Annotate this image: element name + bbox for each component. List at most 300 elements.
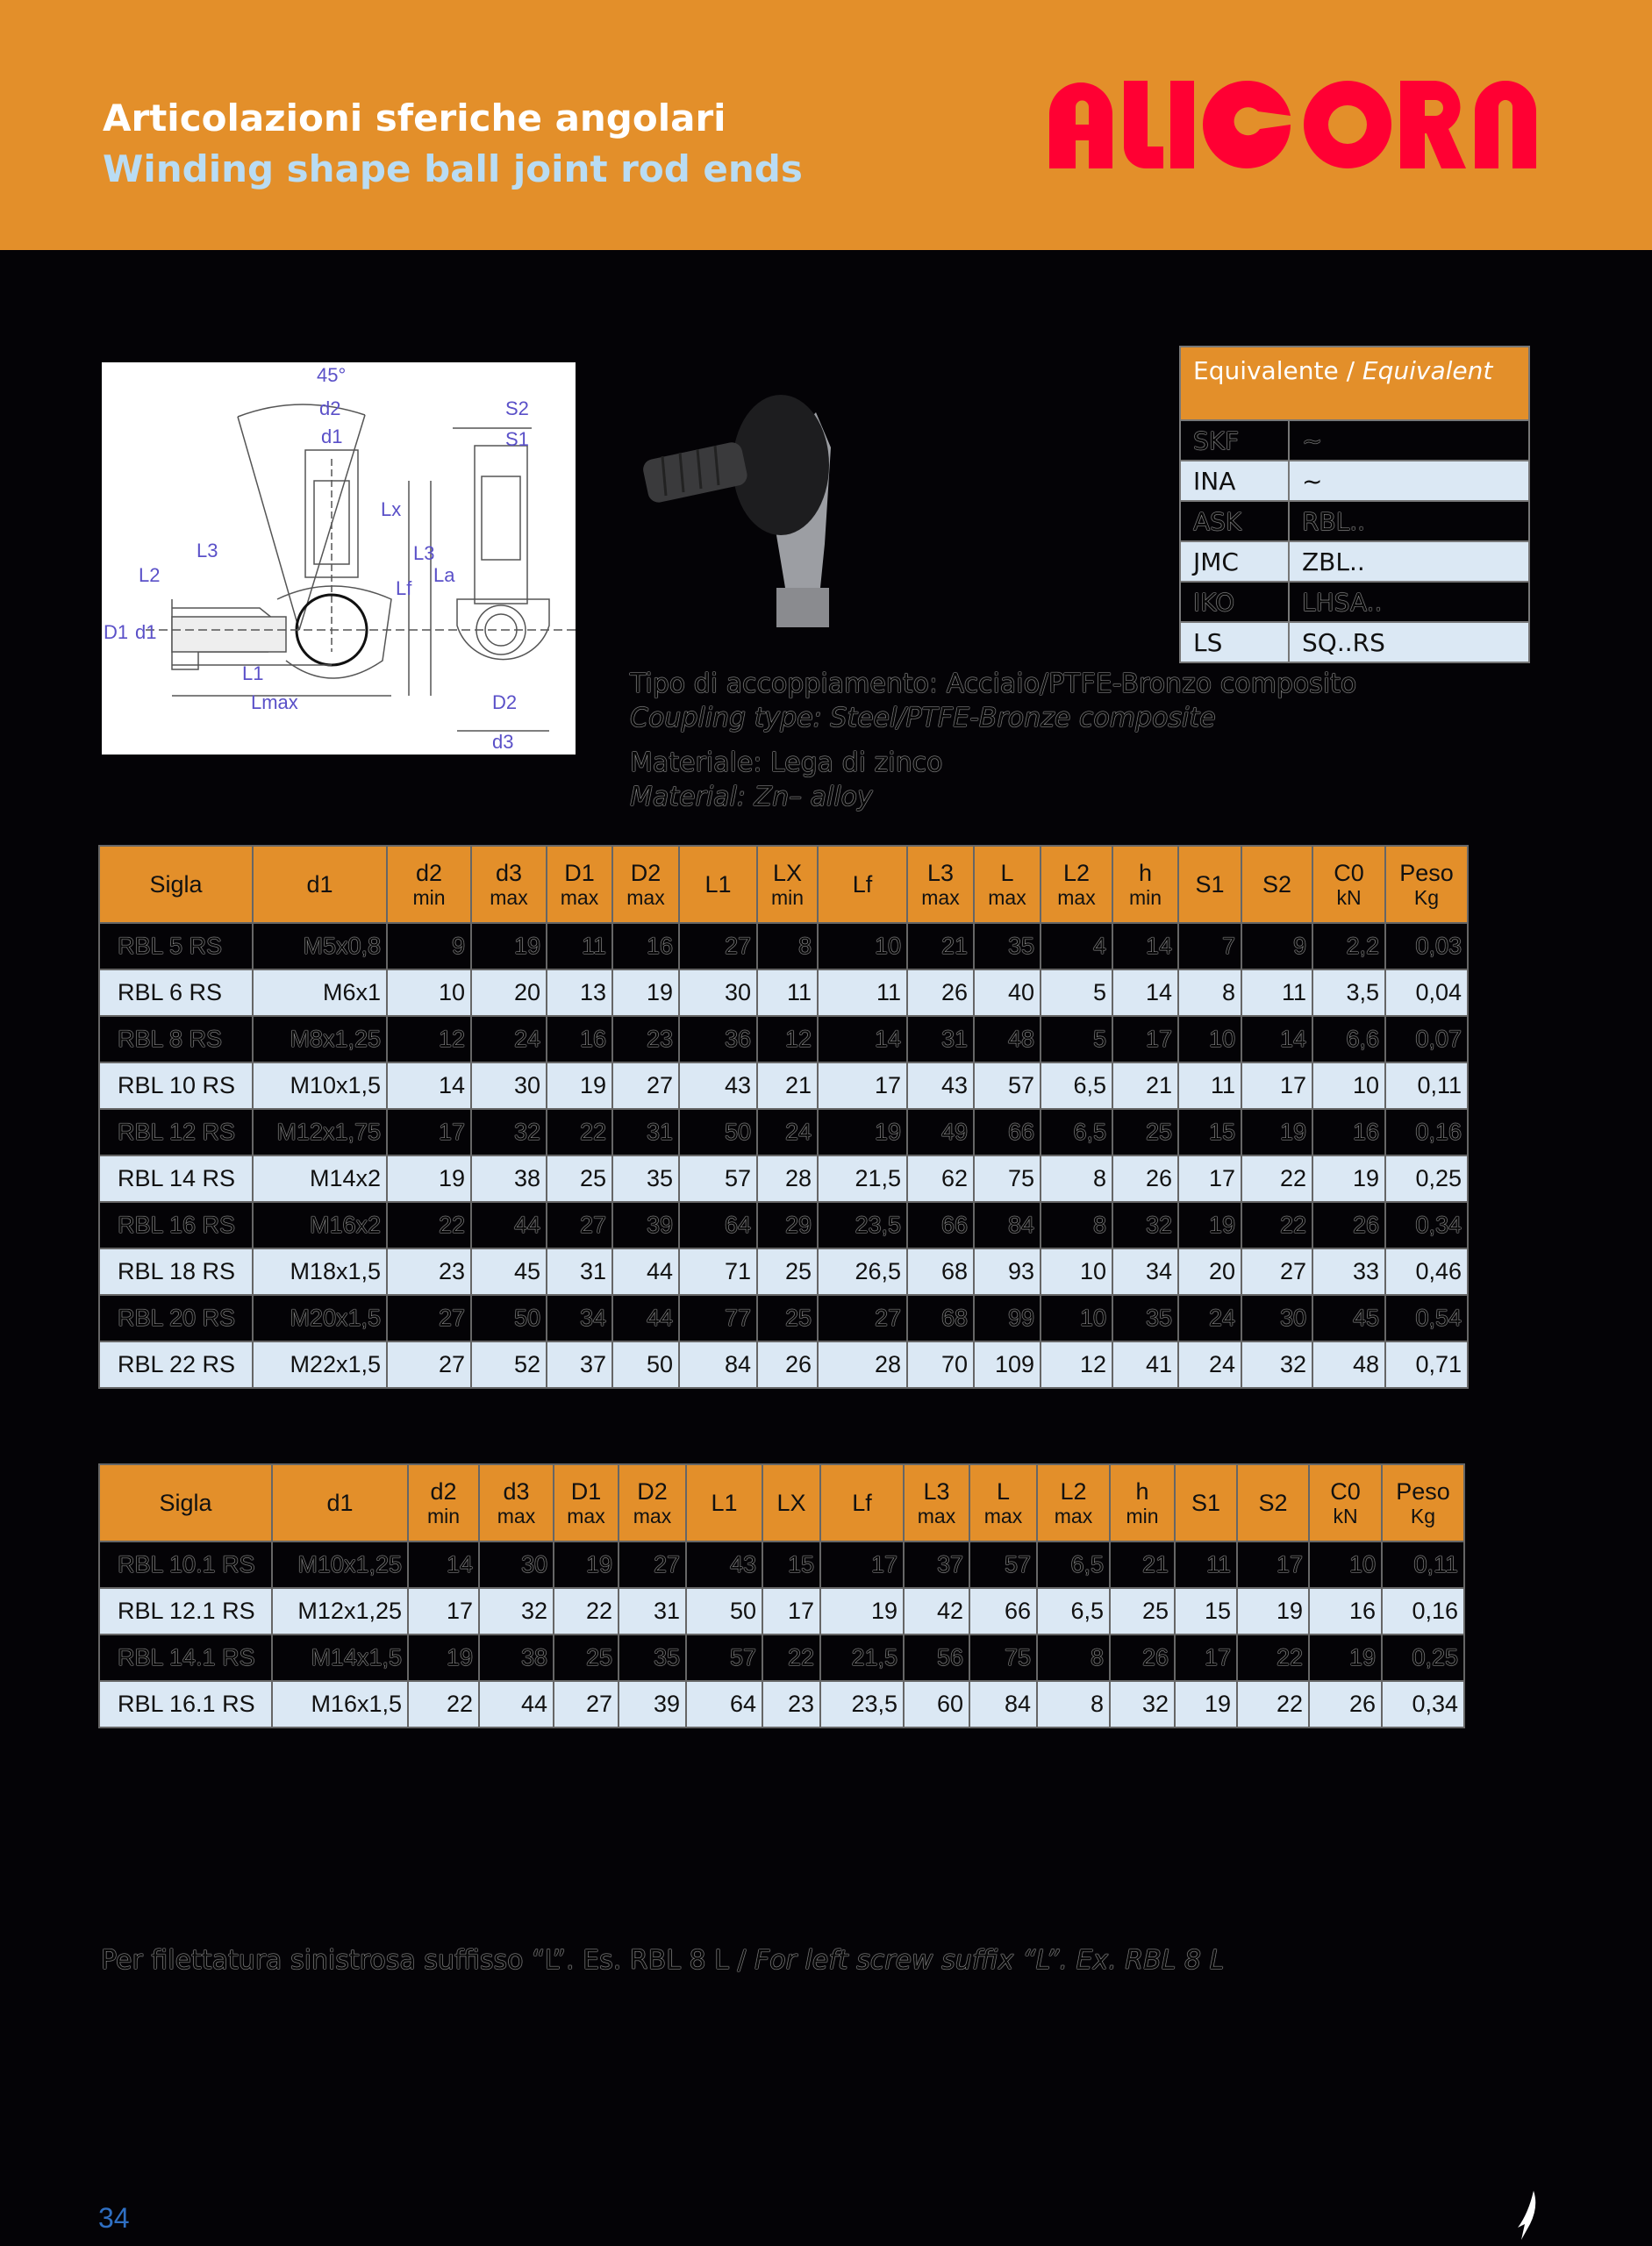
table-cell: 22 [387,1202,471,1248]
column-header-unit: max [1054,1505,1093,1527]
table-cell: 10 [387,969,471,1016]
table-cell: 35 [1112,1295,1178,1341]
column-header-label: LX [776,1490,806,1516]
table-cell: 48 [1312,1341,1385,1388]
table-cell: 27 [612,1062,679,1109]
table-cell: 17 [762,1588,820,1634]
table-cell: 20 [1178,1248,1241,1295]
table-cell: 57 [679,1155,757,1202]
table-cell: 68 [907,1248,974,1295]
equivalent-code: ~ [1289,420,1529,461]
table-cell: 43 [679,1062,757,1109]
table-cell: 22 [762,1634,820,1681]
table-cell: 0,54 [1385,1295,1468,1341]
equivalent-code: ZBL.. [1289,541,1529,582]
equivalent-brand: IKO [1180,582,1289,622]
table-cell: 6,5 [1037,1588,1110,1634]
column-header [547,846,612,923]
table-cell: 84 [969,1681,1037,1727]
table-cell: 24 [757,1109,818,1155]
column-header [1037,1464,1110,1541]
column-header-label: L3 [926,860,955,886]
table-cell: RBL 18 RS [99,1248,253,1295]
table-cell: 45 [1312,1295,1385,1341]
table-cell: 19 [471,923,547,969]
column-header-label: Sigla [149,871,203,898]
table-cell: 17 [1178,1155,1241,1202]
table-cell: 57 [974,1062,1041,1109]
table-cell: 25 [547,1155,612,1202]
column-header-label: Sigla [159,1490,212,1516]
column-header [1385,846,1468,923]
equivalent-row [1180,420,1529,461]
table-cell: 22 [408,1681,479,1727]
table-cell: 8 [1037,1634,1110,1681]
table-cell: 23,5 [818,1202,907,1248]
table-cell: 8 [1041,1202,1112,1248]
table-cell: 27 [387,1341,471,1388]
table-row [99,1248,1468,1295]
table-cell: 30 [471,1062,547,1109]
table-cell: 27 [554,1681,619,1727]
table-cell: RBL 8 RS [99,1016,253,1062]
table-cell: 10 [1041,1248,1112,1295]
table-cell: 42 [904,1588,969,1634]
column-header [1041,846,1112,923]
table-cell: 26 [757,1341,818,1388]
equivalent-code: SQ..RS [1289,622,1529,662]
column-header [1241,846,1312,923]
table-cell: 34 [547,1295,612,1341]
column-header-unit: max [917,1505,956,1527]
table-row [99,1681,1464,1727]
table-cell: 23,5 [820,1681,904,1727]
column-header-label: D2 [637,1478,668,1505]
table-cell: 12 [387,1016,471,1062]
table-cell: 12 [757,1016,818,1062]
table-cell: 84 [974,1202,1041,1248]
column-header [1309,1464,1382,1541]
table-cell: 22 [1241,1155,1312,1202]
table-cell: 19 [1175,1681,1237,1727]
table-cell: 6,5 [1041,1062,1112,1109]
table-cell: 4 [1041,923,1112,969]
coupling-english: Coupling type: Steel/PTFE-Bronze composite [630,703,1216,733]
table-cell: M10x1,5 [253,1062,387,1109]
equivalent-brand: INA [1180,461,1289,501]
column-header [907,846,974,923]
table-cell: 21,5 [818,1155,907,1202]
equivalent-row [1180,541,1529,582]
column-header-label: Lf [852,1490,872,1516]
table-row [99,1541,1464,1588]
table-cell: 15 [762,1541,820,1588]
table-cell: 17 [818,1062,907,1109]
table-cell: 62 [907,1155,974,1202]
column-header-unit: kN [1336,886,1362,909]
table-cell: 14 [408,1541,479,1588]
table-cell: 11 [1175,1541,1237,1588]
table-cell: 17 [1112,1016,1178,1062]
table-cell: 0,71 [1385,1341,1468,1388]
table-cell: RBL 12 RS [99,1109,253,1155]
column-header [1178,846,1241,923]
table-cell: 33 [1312,1248,1385,1295]
table-cell: 15 [1175,1588,1237,1634]
column-header-unit: Kg [1410,1505,1436,1527]
table-cell: 9 [1241,923,1312,969]
column-header-label: D2 [630,860,662,886]
label-d1-left: d1 [135,621,157,643]
footnote: Per filettatura sinistrosa suffisso “L”. Es. RBL 8 L / For left screw suffix “L”. Ex. RBL 8 L [101,1945,1225,1976]
column-header-label: D1 [564,860,595,886]
table-cell: RBL 5 RS [99,923,253,969]
table-cell: 19 [408,1634,479,1681]
table-cell: M16x2 [253,1202,387,1248]
column-header-unit: max [983,1505,1023,1527]
table-cell: 21,5 [820,1634,904,1681]
table-row [99,923,1468,969]
table-cell: 10 [1178,1016,1241,1062]
table-cell: 0,03 [1385,923,1468,969]
column-header-label: S2 [1258,1490,1288,1516]
table-cell: 22 [1237,1681,1309,1727]
column-header-unit: max [497,1505,536,1527]
table-cell: 37 [547,1341,612,1388]
table-cell: 27 [547,1202,612,1248]
table-cell: 27 [387,1295,471,1341]
column-header-label: h [1135,1478,1149,1505]
column-header-unit: kN [1333,1505,1358,1527]
table-cell: M10x1,25 [272,1541,408,1588]
table-cell: 26 [1112,1155,1178,1202]
table-cell: 10 [1312,1062,1385,1109]
column-header-label: L1 [711,1490,738,1516]
column-header [679,846,757,923]
table-cell: 24 [1178,1341,1241,1388]
table-cell: 19 [1312,1155,1385,1202]
column-header [762,1464,820,1541]
label-s2: S2 [505,397,529,419]
label-la: La [433,564,455,586]
table-row [99,969,1468,1016]
table-cell: 44 [612,1295,679,1341]
column-header-label: Peso [1399,860,1454,886]
table-cell: 0,11 [1385,1062,1468,1109]
table-cell: 50 [612,1341,679,1388]
table-cell: 35 [974,923,1041,969]
table-cell: 32 [1110,1681,1175,1727]
table-cell: 57 [969,1541,1037,1588]
column-header-label: d3 [503,1478,530,1505]
table-cell: 19 [1241,1109,1312,1155]
label-lmax: Lmax [251,691,298,713]
table-cell: 27 [619,1541,686,1588]
column-header-label: D1 [570,1478,602,1505]
table-cell: 25 [1112,1109,1178,1155]
table-cell: 11 [547,923,612,969]
column-header [619,1464,686,1541]
title-italian: Articolazioni sferiche angolari [103,97,726,139]
table-cell: M12x1,75 [253,1109,387,1155]
column-header-unit: min [1126,1505,1159,1527]
column-header [253,846,387,923]
table-cell: 19 [547,1062,612,1109]
equivalent-row [1180,582,1529,622]
table-cell: 19 [820,1588,904,1634]
table-cell: RBL 16.1 RS [99,1681,272,1727]
column-header-unit: max [560,886,599,909]
table-cell: 44 [479,1681,554,1727]
table-cell: 0,34 [1382,1681,1464,1727]
column-header [612,846,679,923]
table-cell: 66 [969,1588,1037,1634]
table-cell: 17 [1237,1541,1309,1588]
table-cell: 24 [471,1016,547,1062]
table-cell: 26 [1312,1202,1385,1248]
equivalent-row [1180,501,1529,541]
column-header-label: LX [772,860,803,886]
table-cell: 3,5 [1312,969,1385,1016]
table-cell: 17 [1175,1634,1237,1681]
table-cell: 44 [612,1248,679,1295]
header-band [0,0,1652,250]
column-header [99,846,253,923]
table-cell: 8 [1178,969,1241,1016]
column-header [1237,1464,1309,1541]
table-cell: 8 [1041,1155,1112,1202]
table-cell: 17 [1241,1062,1312,1109]
table-cell: 27 [679,923,757,969]
table-cell: 14 [1112,969,1178,1016]
alicorn-logo [1049,81,1549,168]
table-cell: 21 [1110,1541,1175,1588]
column-header [99,1464,272,1541]
table-cell: RBL 10.1 RS [99,1541,272,1588]
column-header-label: L [1000,860,1014,886]
label-d2: d2 [319,397,341,419]
table-cell: 21 [757,1062,818,1109]
table-cell: 16 [1312,1109,1385,1155]
table-cell: 99 [974,1295,1041,1341]
table-cell: 31 [907,1016,974,1062]
equivalent-row [1180,622,1529,662]
table-row [99,1109,1468,1155]
equivalent-header: Equivalente / Equivalent [1180,347,1529,420]
table-cell: 43 [907,1062,974,1109]
table-cell: 9 [387,923,471,969]
page-number: 34 [98,2202,130,2234]
table-cell: 26 [1309,1681,1382,1727]
table-cell: 43 [686,1541,762,1588]
table-cell: 2,2 [1312,923,1385,969]
column-header-label: C0 [1334,860,1364,886]
column-header-label: d1 [326,1490,354,1516]
table-cell: 37 [904,1541,969,1588]
table-cell: 32 [479,1588,554,1634]
table-cell: 26 [907,969,974,1016]
equivalent-brand: LS [1180,622,1289,662]
table-cell: 21 [907,923,974,969]
table-cell: M20x1,5 [253,1295,387,1341]
table-cell: 39 [612,1202,679,1248]
table-cell: 11 [1178,1062,1241,1109]
table-cell: 22 [1241,1202,1312,1248]
table-cell: 8 [757,923,818,969]
table-cell: 0,34 [1385,1202,1468,1248]
table-cell: 16 [547,1016,612,1062]
table-cell: 25 [554,1634,619,1681]
column-header-unit: max [1057,886,1096,909]
column-header-label: L2 [1062,860,1091,886]
table-cell: 24 [1178,1295,1241,1341]
column-header-unit: max [633,1505,672,1527]
table-cell: 0,11 [1382,1541,1464,1588]
table-cell: 19 [818,1109,907,1155]
table-cell: 11 [1241,969,1312,1016]
table-row [99,1202,1468,1248]
table-cell: 0,46 [1385,1248,1468,1295]
column-header [974,846,1041,923]
title-english: Winding shape ball joint rod ends [103,147,803,190]
table-cell: 39 [619,1681,686,1727]
table-cell: 14 [818,1016,907,1062]
column-header [820,1464,904,1541]
table-cell: 27 [818,1295,907,1341]
column-header-label: d2 [415,860,443,886]
table-cell: 20 [471,969,547,1016]
label-l3-left: L3 [197,540,218,562]
table-cell: 35 [612,1155,679,1202]
table-cell: 32 [1241,1341,1312,1388]
table-cell: 14 [387,1062,471,1109]
column-header [686,1464,762,1541]
table-cell: M14x1,5 [272,1634,408,1681]
table-cell: 19 [612,969,679,1016]
column-header-label: d3 [495,860,523,886]
table-cell: 7 [1178,923,1241,969]
table-cell: 14 [1241,1016,1312,1062]
table-row [99,1155,1468,1202]
table-cell: 31 [619,1588,686,1634]
table-cell: 109 [974,1341,1041,1388]
table-cell: 52 [471,1341,547,1388]
table-cell: 25 [757,1295,818,1341]
equivalent-brand: JMC [1180,541,1289,582]
column-header [1312,846,1385,923]
table-cell: 16 [612,923,679,969]
table-cell: 31 [547,1248,612,1295]
column-header [1175,1464,1237,1541]
table-cell: 6,6 [1312,1016,1385,1062]
label-angle: 45° [317,364,347,386]
table-cell: 93 [974,1248,1041,1295]
equivalent-row [1180,461,1529,501]
equivalent-code: RBL.. [1289,501,1529,541]
table-row [99,1341,1468,1388]
table-cell: 35 [619,1634,686,1681]
table-cell: RBL 14 RS [99,1155,253,1202]
column-header-label: L [996,1478,1011,1505]
table-header-row [99,846,1468,923]
table-cell: 31 [612,1109,679,1155]
table-cell: M8x1,25 [253,1016,387,1062]
column-header [471,846,547,923]
column-header-label: S1 [1191,1490,1221,1516]
table-cell: 10 [818,923,907,969]
equivalent-brand: SKF [1180,420,1289,461]
column-header [1112,846,1178,923]
column-header-unit: max [988,886,1026,909]
table-cell: 50 [686,1588,762,1634]
table-cell: M6x1 [253,969,387,1016]
table-cell: RBL 14.1 RS [99,1634,272,1681]
label-l1: L1 [242,662,264,684]
column-header-label: d2 [430,1478,457,1505]
column-header-unit: max [490,886,528,909]
table-cell: 16 [1309,1588,1382,1634]
table-cell: RBL 22 RS [99,1341,253,1388]
table-cell: 26,5 [818,1248,907,1295]
column-header-label: Lf [852,871,873,898]
dimensions-table-1 [98,845,1469,1389]
table-cell: 19 [1237,1588,1309,1634]
table-cell: 26 [1110,1634,1175,1681]
column-header [818,846,907,923]
label-d1-top: d1 [321,426,343,447]
table-cell: 32 [471,1109,547,1155]
column-header-label: L3 [923,1478,950,1505]
table-cell: 22 [554,1588,619,1634]
table-cell: 25 [757,1248,818,1295]
table-row [99,1062,1468,1109]
table-cell: 15 [1178,1109,1241,1155]
table-cell: 41 [1112,1341,1178,1388]
table-cell: 22 [1237,1634,1309,1681]
column-header-label: C0 [1330,1478,1361,1505]
column-header-label: S2 [1262,871,1292,898]
table-cell: 0,07 [1385,1016,1468,1062]
label-lf: Lf [396,577,412,599]
table-cell: 48 [974,1016,1041,1062]
table-row [99,1016,1468,1062]
table-cell: 36 [679,1016,757,1062]
table-cell: 50 [471,1295,547,1341]
column-header [969,1464,1037,1541]
equivalent-code: ~ [1289,461,1529,501]
material-italian: Materiale: Lega di zinco [630,747,943,778]
table-cell: 0,04 [1385,969,1468,1016]
table-cell: 75 [969,1634,1037,1681]
table-cell: 11 [818,969,907,1016]
column-header [479,1464,554,1541]
table-cell: RBL 10 RS [99,1062,253,1109]
table-cell: 25 [1110,1588,1175,1634]
column-header-unit: max [567,1505,605,1527]
table-cell: 23 [612,1016,679,1062]
column-header-unit: min [1128,886,1162,909]
equivalent-brand: ASK [1180,501,1289,541]
table-cell: 57 [686,1634,762,1681]
column-header-unit: max [626,886,665,909]
table-cell: 17 [387,1109,471,1155]
table-cell: 30 [479,1541,554,1588]
table-cell: RBL 12.1 RS [99,1588,272,1634]
column-header-label: L2 [1060,1478,1087,1505]
table-cell: 75 [974,1155,1041,1202]
coupling-italian: Tipo di accoppiamento: Acciaio/PTFE-Bronzo composito [630,669,1357,699]
table-cell: M14x2 [253,1155,387,1202]
